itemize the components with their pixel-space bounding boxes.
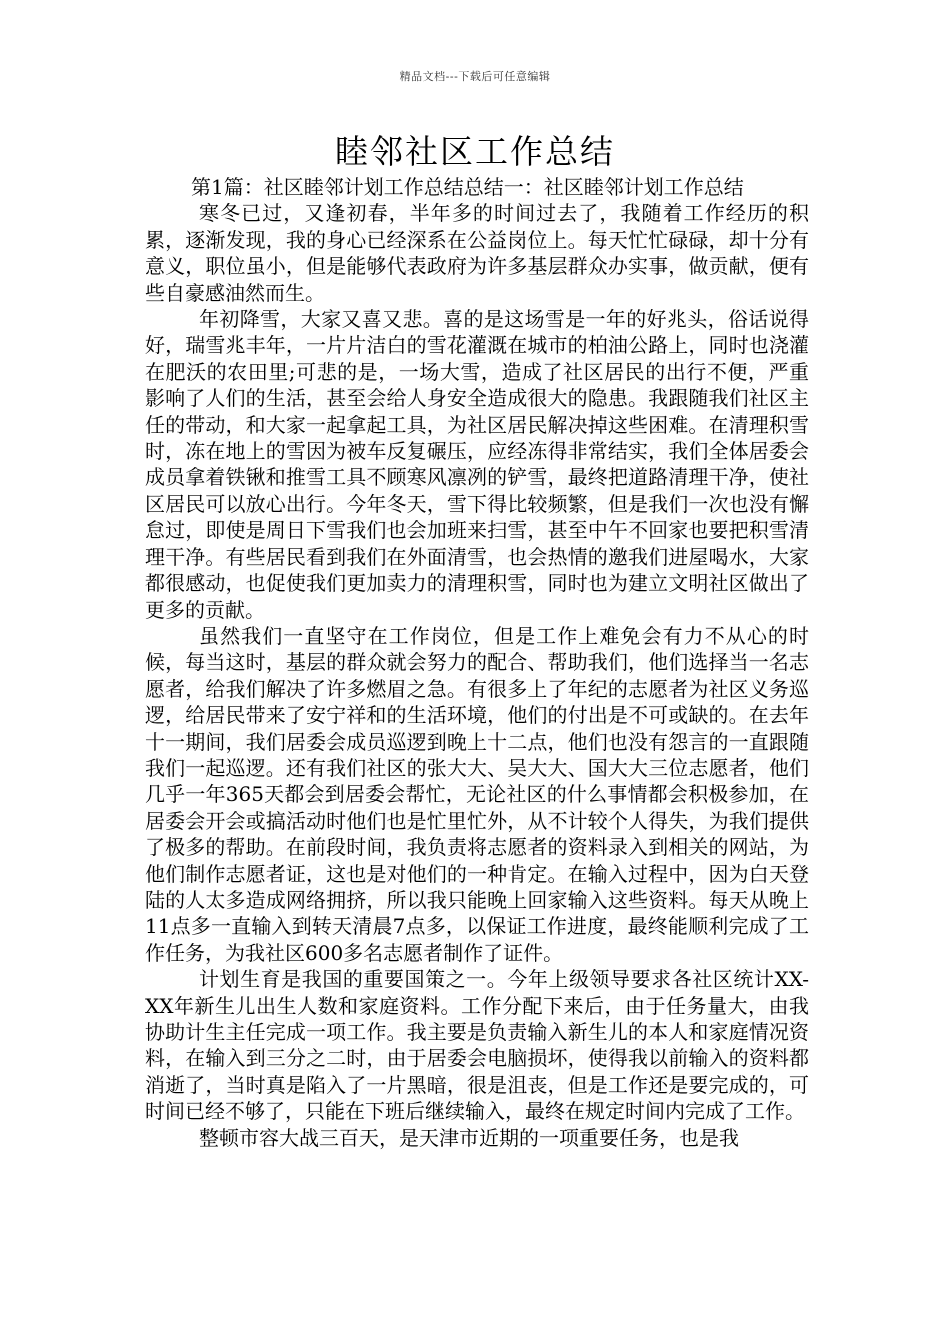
header-note: 精品文档---下载后可任意编辑 <box>399 70 551 83</box>
document-body <box>145 174 809 1151</box>
paragraph-3: 虽然我们一直坚守在工作岗位，但是工作上难免会有力不从心的时候，每当这时，基层的群众就会努力的配合、帮助我们，他们选择当一名志愿者，给我们解决了许多燃眉之急。有很多上了年纪的志愿者为社区义务巡逻，给居民带来了安宁祥和的生活环境，他们的付出是不可或缺的。在去年十一期间，我们居委会成员巡逻到晚上十二点，他们也没有怨言的一直跟随我们一起巡逻。还有我们社区的张大大、吴大大、国大大三位志愿者，他们几乎一年365天都会到居委会帮忙，无论社区的什么事情都会积极参加，在居委会开会或搞活动时他们也是忙里忙外，从不计较个人得失，为我们提供了极多的帮助。在前段时间，我负责将志愿者的资料录入到相关的网站，为他们制作志愿者证，这也是对他们的一种肯定。在输入过程中，因为白天登陆的人太多造成网络拥挤，所以我只能晚上回家输入这些资料。每天从晚上11点多一直输入到转天清晨7点多，以保证工作进度，最终能顺利完成了工作任务，为我社区600多名志愿者制作了证件。 <box>145 623 809 965</box>
paragraph-2: 年初降雪，大家又喜又悲。喜的是这场雪是一年的好兆头，俗话说得好，瑞雪兆丰年，一片片洁白的雪花灌溉在城市的柏油公路上，同时也浇灌在肥沃的农田里;可悲的是，一场大雪，造成了社区居民的出行不便，严重影响了人们的生活，甚至会给人身安全造成很大的隐患。我跟随我们社区主任的带动，和大家一起拿起工具，为社区居民解决掉这些困难。在清理积雪时，冻在地上的雪因为被车反复碾压，应经冻得非常结实，我们全体居委会成员拿着铁锹和推雪工具不顾寒风凛冽的铲雪，最终把道路清理干净，使社区居民可以放心出行。今年冬天，雪下得比较频繁，但是我们一次也没有懈怠过，即使是周日下雪我们也会加班来扫雪，甚至中午不回家也要把积雪清理干净。有些居民看到我们在外面清雪，也会热情的邀我们进屋喝水，大家都很感动，也促使我们更加卖力的清理积雪，同时也为建立文明社区做出了更多的贡献。 <box>145 307 809 622</box>
document-title: 睦邻社区工作总结 <box>335 132 615 171</box>
paragraph-5: 整顿市容大战三百天，是天津市近期的一项重要任务，也是我 <box>199 1125 739 1150</box>
paragraph-4: 计划生育是我国的重要国策之一。今年上级领导要求各社区统计XX-XX年新生儿出生人数和家庭资料。工作分配下来后，由于任务量大，由我协助计生主任完成一项工作。我主要是负责输入新生儿的本人和家庭情况资料，在输入到三分之二时，由于居委会电脑损坏，使得我以前输入的资料都消逝了，当时真是陷入了一片黑暗，很是沮丧，但是工作还是要完成的，可时间已经不够了，只能在下班后继续输入，最终在规定时间内完成了工作。 <box>145 967 809 1124</box>
document-subtitle: 第1篇：社区睦邻计划工作总结总结一：社区睦邻计划工作总结 <box>191 175 744 199</box>
paragraph-1: 寒冬已过，又逢初春，半年多的时间过去了，我随着工作经历的积累，逐渐发现，我的身心已经深系在公益岗位上。每天忙忙碌碌，却十分有意义，职位虽小，但是能够代表政府为许多基层群众办实事，做贡献，便有些自豪感油然而生。 <box>145 201 809 305</box>
